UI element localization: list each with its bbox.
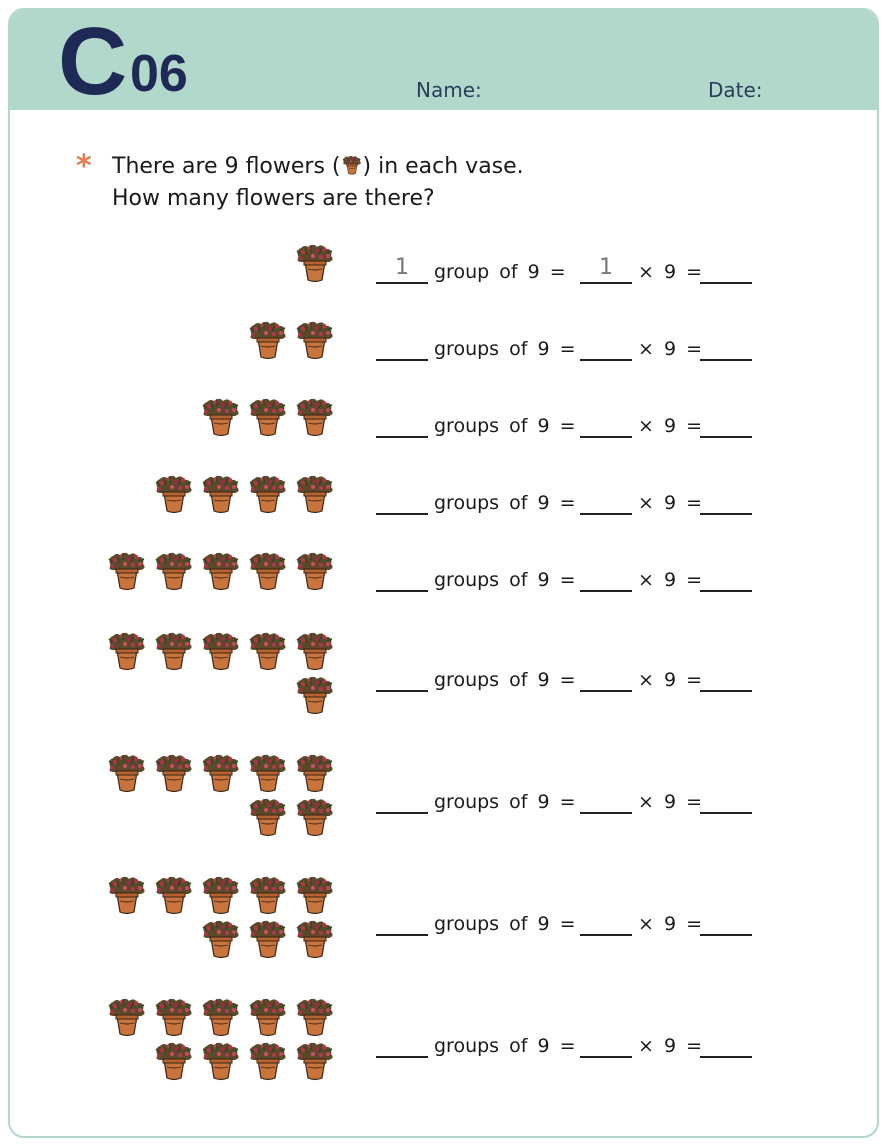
flower-vase-icon	[199, 1040, 243, 1082]
groups-of-text: groups of 9 =	[434, 338, 576, 360]
result-blank[interactable]	[700, 487, 752, 515]
worksheet	[8, 8, 879, 1138]
flower-vase-icon	[246, 874, 290, 916]
times-text: × 9 =	[638, 791, 703, 813]
flower-vase-icon	[152, 550, 196, 592]
flower-vase-icon	[246, 630, 290, 672]
flower-vase-icon	[199, 874, 243, 916]
equation	[376, 333, 756, 363]
flower-vase-icon	[152, 473, 196, 515]
flower-vase-icon	[199, 996, 243, 1038]
flower-vase-icon	[293, 674, 337, 716]
flower-vase-icon	[152, 874, 196, 916]
flower-vase-icon	[246, 473, 290, 515]
flower-vase-icon	[246, 319, 290, 361]
group-count-blank[interactable]	[376, 786, 428, 814]
flower-vase-icon	[105, 550, 149, 592]
result-blank[interactable]	[700, 564, 752, 592]
factor-blank[interactable]	[580, 333, 632, 361]
problem-row	[10, 996, 877, 1086]
flower-vase-icon	[293, 242, 337, 284]
code-number: 06	[130, 45, 188, 103]
group-count-blank[interactable]	[376, 564, 428, 592]
groups-of-text: groups of 9 =	[434, 913, 576, 935]
times-text: × 9 =	[638, 1035, 703, 1057]
problem-row	[10, 874, 877, 964]
times-text: × 9 =	[638, 669, 703, 691]
equation	[376, 410, 756, 440]
factor-blank[interactable]	[580, 664, 632, 692]
factor-blank[interactable]	[580, 487, 632, 515]
flower-vase-icon	[199, 473, 243, 515]
result-blank[interactable]	[700, 786, 752, 814]
instruction-text-before: There are 9 flowers (	[112, 154, 341, 179]
flower-vase-icon	[105, 996, 149, 1038]
flower-vase-icon	[152, 752, 196, 794]
result-blank[interactable]	[700, 256, 752, 284]
flower-vase-icon	[246, 396, 290, 438]
flower-vase-icon	[152, 630, 196, 672]
times-text: × 9 =	[638, 913, 703, 935]
group-count-blank[interactable]	[376, 410, 428, 438]
problem-row	[10, 752, 877, 842]
instruction-line-2: How many flowers are there?	[112, 186, 435, 211]
instruction-line-1	[112, 152, 524, 182]
flower-vase-icon	[293, 796, 337, 838]
flower-vase-icon	[293, 996, 337, 1038]
groups-of-text: group of 9 =	[434, 261, 566, 283]
equation	[376, 1030, 756, 1060]
flower-vase-icon	[293, 752, 337, 794]
flower-vase-icon	[246, 918, 290, 960]
flower-vase-icon	[293, 550, 337, 592]
flower-vase-icon	[199, 918, 243, 960]
result-blank[interactable]	[700, 333, 752, 361]
date-label: Date:	[708, 78, 763, 102]
flower-vase-icon	[246, 550, 290, 592]
groups-of-text: groups of 9 =	[434, 791, 576, 813]
factor-blank[interactable]	[580, 564, 632, 592]
times-text: × 9 =	[638, 261, 703, 283]
star-icon: *	[76, 149, 92, 184]
flower-vase-icon	[199, 752, 243, 794]
group-count-blank[interactable]: 1	[376, 256, 428, 284]
flower-vase-icon	[152, 996, 196, 1038]
flower-vase-icon	[199, 550, 243, 592]
equation	[376, 487, 756, 517]
flower-vase-icon	[105, 874, 149, 916]
flower-vase-icon	[246, 1040, 290, 1082]
groups-of-text: groups of 9 =	[434, 415, 576, 437]
flower-vase-icon	[293, 396, 337, 438]
worksheet-header	[10, 8, 877, 115]
flower-vase-icon	[341, 154, 363, 176]
groups-of-text: groups of 9 =	[434, 1035, 576, 1057]
factor-blank[interactable]	[580, 1030, 632, 1058]
flower-vase-icon	[246, 996, 290, 1038]
flower-vase-icon	[293, 1040, 337, 1082]
groups-of-text: groups of 9 =	[434, 569, 576, 591]
flower-vase-icon	[105, 630, 149, 672]
group-count-blank[interactable]	[376, 1030, 428, 1058]
flower-vase-icon	[246, 796, 290, 838]
groups-of-text: groups of 9 =	[434, 669, 576, 691]
instruction-text-after: ) in each vase.	[362, 154, 524, 179]
flower-vase-icon	[152, 1040, 196, 1082]
equation	[376, 908, 756, 938]
equation	[376, 564, 756, 594]
equation	[376, 786, 756, 816]
factor-blank[interactable]: 1	[580, 256, 632, 284]
factor-blank[interactable]	[580, 908, 632, 936]
equation	[376, 664, 756, 694]
group-count-blank[interactable]	[376, 333, 428, 361]
flower-vase-icon	[199, 630, 243, 672]
times-text: × 9 =	[638, 492, 703, 514]
code-letter: C	[58, 8, 124, 115]
result-blank[interactable]	[700, 908, 752, 936]
name-label: Name:	[416, 78, 482, 102]
times-text: × 9 =	[638, 415, 703, 437]
flower-vase-icon	[293, 630, 337, 672]
flower-vase-icon	[105, 752, 149, 794]
groups-of-text: groups of 9 =	[434, 492, 576, 514]
times-text: × 9 =	[638, 338, 703, 360]
result-blank[interactable]	[700, 664, 752, 692]
group-count-blank[interactable]	[376, 908, 428, 936]
flower-vase-icon	[199, 396, 243, 438]
factor-blank[interactable]	[580, 410, 632, 438]
flower-vase-icon	[246, 752, 290, 794]
problem-row	[10, 550, 877, 640]
flower-vase-icon	[293, 918, 337, 960]
times-text: × 9 =	[638, 569, 703, 591]
flower-vase-icon	[293, 473, 337, 515]
factor-blank[interactable]	[580, 786, 632, 814]
equation	[376, 256, 756, 286]
flower-vase-icon	[293, 319, 337, 361]
group-count-blank[interactable]	[376, 487, 428, 515]
flower-vase-icon	[293, 874, 337, 916]
result-blank[interactable]	[700, 1030, 752, 1058]
problem-row	[10, 630, 877, 720]
result-blank[interactable]	[700, 410, 752, 438]
group-count-blank[interactable]	[376, 664, 428, 692]
